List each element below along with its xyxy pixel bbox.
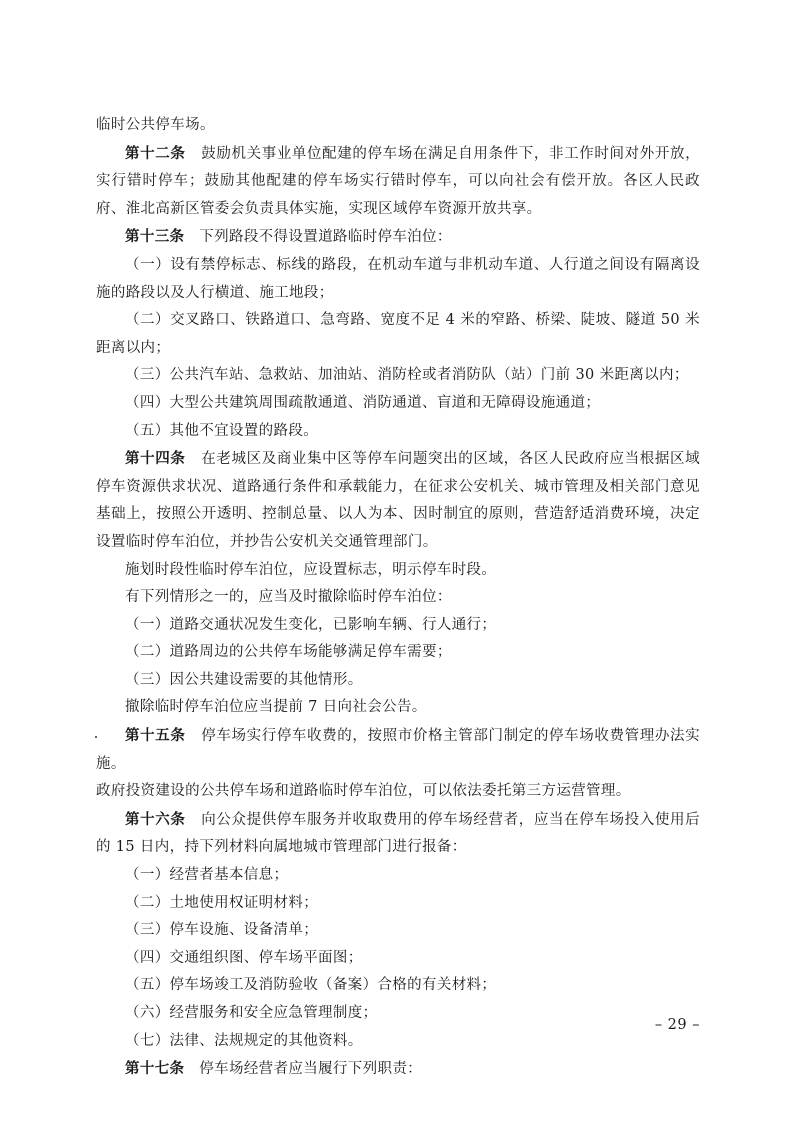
paragraph [96, 112, 700, 140]
paragraph [96, 390, 700, 418]
paragraph [96, 362, 700, 390]
paragraph-text: （六）经营服务和安全应急管理制度； [125, 1005, 378, 1021]
paragraph-text: 撤除临时停车泊位应当提前 7 日向社会公告。 [125, 699, 427, 716]
paragraph-text: （四）交通组织图、停车场平面图； [125, 949, 363, 966]
paragraph [96, 667, 700, 695]
paragraph-text: （三）停车设施、设备清单； [125, 922, 319, 939]
paragraph-text: 下列路段不得设置道路临时停车泊位： [184, 229, 452, 246]
paragraph [96, 140, 700, 224]
paragraph-text: （二）交叉路口、铁路道口、急弯路、宽度不足 4 米的窄路、桥梁、陡坡、隧道 50 米距离以内； [96, 312, 700, 356]
paragraph [96, 445, 700, 556]
paragraph [96, 557, 700, 585]
paragraph [96, 584, 700, 612]
paragraph [96, 972, 700, 1000]
paragraph-text: （五）停车场竣工及消防验收（备案）合格的有关材料； [125, 977, 497, 994]
stray-mark [95, 736, 97, 738]
document-body [96, 112, 700, 1084]
paragraph-text: （四）大型公共建筑周围疏散通道、消防通道、盲道和无障碍设施通道； [125, 394, 601, 411]
paragraph-text: （三）公共汽车站、急救站、加油站、消防栓或者消防队（站）门前 30 米距离以内； [125, 367, 689, 384]
paragraph-text: 向公众提供停车服务并收取费用的停车场经营者，应当在停车场投入使用后的 15 日内，持下列材料向属地城市管理部门进行报备： [96, 811, 700, 856]
paragraph [96, 778, 700, 806]
paragraph [96, 806, 700, 862]
article-number: 第十六条 [125, 810, 186, 828]
paragraph [96, 694, 700, 722]
paragraph-text: 停车场实行停车收费的，按照市价格主管部门制定的停车场收费管理办法实施。 [96, 728, 700, 772]
paragraph [96, 890, 700, 918]
paragraph-text: （一）经营者基本信息； [125, 867, 289, 884]
paragraph [96, 612, 700, 640]
article-number: 第十五条 [125, 727, 186, 745]
article-number: 第十三条 [125, 228, 185, 246]
paragraph-text: （二）土地使用权证明材料； [125, 894, 319, 911]
paragraph [96, 1000, 700, 1028]
paragraph [96, 945, 700, 973]
paragraph [96, 1028, 700, 1056]
article-number: 第十四条 [125, 450, 186, 468]
paragraph-text: 在老城区及商业集中区等停车问题突出的区域，各区人民政府应当根据区域停车资源供求状况、道路通行条件和承载能力，在征求公安机关、城市管理及相关部门意见基础上，按照公开透明、控制总量、以人为本、因时制宜的原则，营造舒适消费环境，决定设置临时停车泊位，并抄告公安机关交通管理部门。 [96, 451, 700, 550]
paragraph [96, 917, 700, 945]
paragraph-text: （七）法律、法规规定的其他资料。 [125, 1032, 363, 1049]
paragraph [96, 862, 700, 890]
paragraph [96, 307, 700, 362]
paragraph [96, 418, 700, 446]
paragraph-text: （三）因公共建设需要的其他情形。 [125, 671, 363, 688]
paragraph-text: （一）道路交通状况发生变化，已影响车辆、行人通行； [125, 616, 497, 633]
paragraph [96, 722, 700, 778]
paragraph-text: 临时公共停车场。 [96, 117, 215, 133]
paragraph-text: 施划时段性临时停车泊位，应设置标志，明示停车时段。 [125, 561, 497, 578]
article-number: 第十七条 [125, 1060, 185, 1078]
article-number: 第十二条 [125, 144, 186, 162]
paragraph-text: 政府投资建设的公共停车场和道路临时停车泊位，可以依法委托第三方运营管理。 [96, 783, 631, 800]
paragraph-text: （五）其他不宜设置的路段。 [125, 422, 319, 439]
paragraph [96, 223, 700, 252]
paragraph [96, 1055, 700, 1084]
paragraph-text: （一）设有禁停标志、标线的路段，在机动车道与非机动车道、人行道之间设有隔离设施的路段以及人行横道、施工地段； [96, 256, 700, 301]
paragraph-text: 鼓励机关事业单位配建的停车场在满足自用条件下，非工作时间对外开放，实行错时停车；鼓励其他配建的停车场实行错时停车，可以向社会有偿开放。各区人民政府、淮北高新区管委会负责具体实施，实现区域停车资源开放共享。 [96, 145, 700, 217]
paragraph-text: 停车场经营者应当履行下列职责： [184, 1061, 423, 1078]
paragraph-text: （二）道路周边的公共停车场能够满足停车需要； [125, 644, 452, 661]
paragraph [96, 639, 700, 667]
paragraph [96, 252, 700, 307]
paragraph-text: 有下列情形之一的，应当及时撤除临时停车泊位： [125, 589, 452, 606]
page-number: – 29 – [654, 1017, 700, 1033]
